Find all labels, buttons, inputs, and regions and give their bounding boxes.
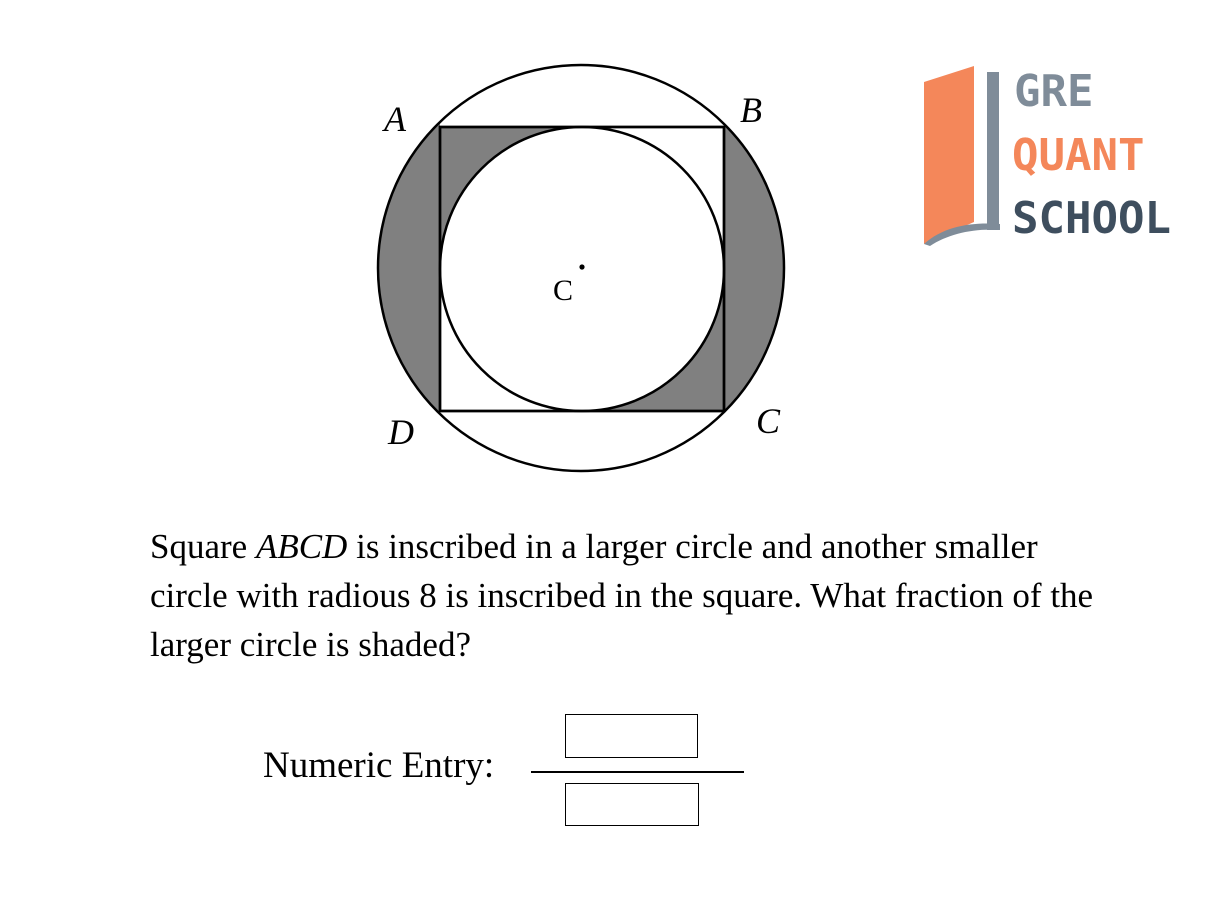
- denominator-input[interactable]: [565, 783, 699, 826]
- question-part-1: Square: [150, 527, 256, 566]
- numeric-entry-label: Numeric Entry:: [263, 745, 495, 786]
- question-part-2: is inscribed in a larger circle and another smaller circle with radious 8 is inscribed in the square. What fraction of the larger circle is shaded?: [150, 527, 1094, 664]
- vertex-label-b: B: [740, 90, 762, 130]
- numerator-input[interactable]: [565, 714, 698, 758]
- question-text: [150, 522, 1110, 669]
- vertex-label-c: C: [756, 401, 781, 441]
- center-point: [579, 264, 584, 269]
- square-name: ABCD: [255, 527, 348, 566]
- fraction-bar: [531, 771, 744, 773]
- vertex-label-a: A: [384, 99, 406, 139]
- logo-line-gre: GRE: [1014, 66, 1094, 117]
- logo-line-school: SCHOOL: [1012, 193, 1171, 244]
- vertex-label-d: D: [388, 412, 414, 452]
- logo-line-quant: QUANT: [1012, 130, 1145, 181]
- center-label: C: [553, 274, 574, 307]
- gre-quant-school-logo: [924, 66, 1171, 246]
- logo-book-icon: [924, 66, 974, 244]
